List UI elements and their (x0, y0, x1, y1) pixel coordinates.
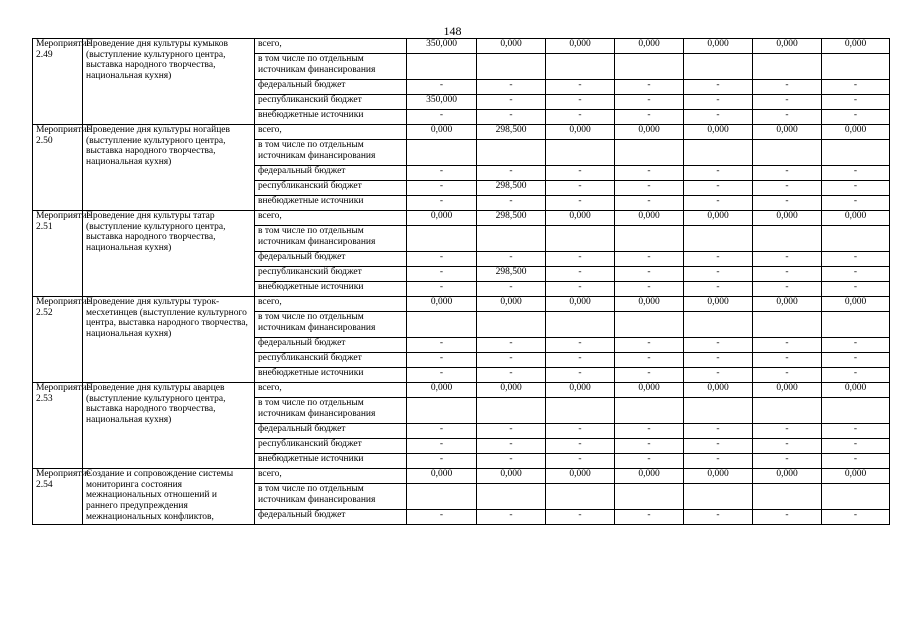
value-cell: - (753, 338, 822, 353)
value-cell: - (753, 95, 822, 110)
value-cell: 0,000 (753, 211, 822, 226)
value-cell (684, 54, 753, 80)
value-cell: - (407, 110, 477, 125)
value-cell (477, 54, 546, 80)
value-cell: - (822, 267, 890, 282)
value-cell: - (407, 424, 477, 439)
funding-source-label: в том числе по отдельным источникам финансирования (255, 398, 407, 424)
value-cell (615, 312, 684, 338)
value-cell: 0,000 (477, 383, 546, 398)
value-cell: - (407, 282, 477, 297)
value-cell: - (615, 439, 684, 454)
value-cell: - (407, 80, 477, 95)
value-cell: 298,500 (477, 267, 546, 282)
value-cell: - (407, 368, 477, 383)
value-cell: - (684, 267, 753, 282)
value-cell: 0,000 (822, 383, 890, 398)
funding-source-label: внебюджетные источники (255, 368, 407, 383)
page-number: 148 (443, 24, 462, 38)
value-cell: 0,000 (407, 211, 477, 226)
value-cell: - (546, 439, 615, 454)
value-cell: - (477, 424, 546, 439)
value-cell: 0,000 (753, 469, 822, 484)
value-cell (615, 484, 684, 510)
funding-source-label: федеральный бюджет (255, 510, 407, 525)
value-cell: - (822, 510, 890, 525)
value-cell (546, 398, 615, 424)
value-cell (546, 484, 615, 510)
value-cell: - (546, 454, 615, 469)
value-cell: 0,000 (477, 39, 546, 54)
value-cell: 0,000 (822, 39, 890, 54)
funding-source-label: федеральный бюджет (255, 338, 407, 353)
event-id: Мероприятие 2.49 (33, 39, 83, 125)
value-cell: 0,000 (615, 297, 684, 312)
event-name: Создание и сопровождение системы мониторинга состояния межнациональных отношений и раннего предупреждения межнациональных конфликтов, (83, 469, 255, 525)
value-cell: 0,000 (615, 39, 684, 54)
value-cell: - (615, 252, 684, 267)
value-cell: - (477, 353, 546, 368)
value-cell: - (477, 252, 546, 267)
value-cell: - (753, 196, 822, 211)
value-cell: - (753, 454, 822, 469)
value-cell (822, 312, 890, 338)
value-cell: - (753, 353, 822, 368)
value-cell: - (546, 95, 615, 110)
value-cell: - (822, 166, 890, 181)
funding-source-label: всего, (255, 211, 407, 226)
funding-source-label: в том числе по отдельным источникам финансирования (255, 54, 407, 80)
value-cell: - (684, 110, 753, 125)
value-cell (546, 226, 615, 252)
value-cell: - (407, 252, 477, 267)
value-cell: 0,000 (822, 469, 890, 484)
value-cell: 0,000 (615, 469, 684, 484)
table-row (33, 211, 890, 226)
value-cell: 0,000 (546, 297, 615, 312)
event-name: Проведение дня культуры ногайцев (выступление культурного центра, выставка народного творчества, национальная кухня) (83, 125, 255, 211)
value-cell (477, 398, 546, 424)
value-cell: - (684, 282, 753, 297)
funding-source-label: всего, (255, 125, 407, 140)
value-cell: - (615, 267, 684, 282)
value-cell: - (822, 282, 890, 297)
value-cell: - (407, 454, 477, 469)
value-cell: - (684, 196, 753, 211)
value-cell: - (684, 439, 753, 454)
table-row (33, 469, 890, 484)
value-cell: - (822, 196, 890, 211)
value-cell: - (407, 353, 477, 368)
value-cell: 0,000 (753, 125, 822, 140)
value-cell (546, 140, 615, 166)
funding-source-label: внебюджетные источники (255, 110, 407, 125)
value-cell: 0,000 (615, 125, 684, 140)
funding-source-label: в том числе по отдельным источникам финансирования (255, 484, 407, 510)
value-cell (684, 484, 753, 510)
value-cell (477, 226, 546, 252)
value-cell: - (753, 181, 822, 196)
funding-source-label: республиканский бюджет (255, 439, 407, 454)
value-cell: 0,000 (822, 211, 890, 226)
value-cell: 0,000 (684, 383, 753, 398)
value-cell: 350,000 (407, 95, 477, 110)
value-cell: - (822, 181, 890, 196)
value-cell: - (684, 454, 753, 469)
value-cell: - (407, 166, 477, 181)
value-cell: - (477, 95, 546, 110)
value-cell: - (546, 424, 615, 439)
value-cell (684, 226, 753, 252)
funding-source-label: внебюджетные источники (255, 282, 407, 297)
value-cell (615, 226, 684, 252)
value-cell: 0,000 (684, 39, 753, 54)
value-cell: - (684, 95, 753, 110)
value-cell: - (546, 252, 615, 267)
event-name: Проведение дня культуры татар (выступление культурного центра, выставка народного творчества, национальная кухня) (83, 211, 255, 297)
value-cell: 0,000 (684, 297, 753, 312)
funding-source-label: республиканский бюджет (255, 267, 407, 282)
value-cell: - (753, 166, 822, 181)
funding-source-label: федеральный бюджет (255, 252, 407, 267)
value-cell: - (753, 510, 822, 525)
value-cell: - (546, 196, 615, 211)
value-cell: - (684, 338, 753, 353)
value-cell: 0,000 (546, 469, 615, 484)
value-cell: 0,000 (546, 39, 615, 54)
value-cell: 0,000 (407, 469, 477, 484)
value-cell: 0,000 (407, 125, 477, 140)
funding-source-label: федеральный бюджет (255, 166, 407, 181)
value-cell: - (615, 368, 684, 383)
value-cell (753, 226, 822, 252)
value-cell: - (477, 196, 546, 211)
value-cell: 0,000 (546, 383, 615, 398)
table-row (33, 125, 890, 140)
value-cell (822, 140, 890, 166)
value-cell: - (615, 454, 684, 469)
value-cell: - (546, 353, 615, 368)
value-cell: - (822, 353, 890, 368)
value-cell: 0,000 (822, 297, 890, 312)
value-cell (407, 140, 477, 166)
value-cell (822, 398, 890, 424)
value-cell: - (753, 282, 822, 297)
value-cell: - (546, 267, 615, 282)
value-cell: 298,500 (477, 181, 546, 196)
value-cell: 0,000 (615, 211, 684, 226)
funding-source-label: республиканский бюджет (255, 353, 407, 368)
value-cell: - (684, 166, 753, 181)
value-cell: 0,000 (477, 469, 546, 484)
value-cell: 298,500 (477, 211, 546, 226)
value-cell: - (546, 110, 615, 125)
value-cell: - (615, 353, 684, 368)
value-cell: 298,500 (477, 125, 546, 140)
value-cell: 0,000 (753, 383, 822, 398)
value-cell: - (615, 424, 684, 439)
value-cell: - (684, 181, 753, 196)
value-cell (615, 140, 684, 166)
value-cell: - (615, 181, 684, 196)
value-cell: - (477, 110, 546, 125)
value-cell: - (477, 282, 546, 297)
value-cell: - (546, 166, 615, 181)
value-cell: - (753, 368, 822, 383)
value-cell: 0,000 (753, 39, 822, 54)
value-cell: 0,000 (407, 383, 477, 398)
value-cell: 350,000 (407, 39, 477, 54)
value-cell (546, 54, 615, 80)
value-cell: - (615, 510, 684, 525)
value-cell: - (407, 439, 477, 454)
value-cell: 0,000 (477, 297, 546, 312)
value-cell: - (684, 510, 753, 525)
value-cell (407, 312, 477, 338)
value-cell: - (477, 166, 546, 181)
value-cell (822, 484, 890, 510)
value-cell: - (615, 80, 684, 95)
funding-source-label: всего, (255, 297, 407, 312)
value-cell: 0,000 (684, 125, 753, 140)
value-cell: - (615, 95, 684, 110)
value-cell (407, 226, 477, 252)
value-cell (753, 54, 822, 80)
funding-source-label: всего, (255, 39, 407, 54)
table-row (33, 297, 890, 312)
event-id: Мероприятие 2.51 (33, 211, 83, 297)
value-cell: - (753, 267, 822, 282)
value-cell: 0,000 (753, 297, 822, 312)
funding-source-label: федеральный бюджет (255, 424, 407, 439)
value-cell: - (477, 454, 546, 469)
value-cell: - (822, 454, 890, 469)
value-cell: 0,000 (615, 383, 684, 398)
value-cell: - (822, 368, 890, 383)
value-cell (684, 312, 753, 338)
value-cell: - (684, 368, 753, 383)
value-cell (546, 312, 615, 338)
value-cell: - (615, 196, 684, 211)
value-cell (753, 312, 822, 338)
value-cell: - (684, 252, 753, 267)
value-cell (407, 484, 477, 510)
value-cell (684, 140, 753, 166)
table-row (33, 383, 890, 398)
funding-source-label: в том числе по отдельным источникам финансирования (255, 140, 407, 166)
value-cell (684, 398, 753, 424)
event-id: Мероприятие 2.52 (33, 297, 83, 383)
value-cell: - (822, 338, 890, 353)
value-cell: - (753, 252, 822, 267)
value-cell: 0,000 (546, 211, 615, 226)
event-id: Мероприятие 2.53 (33, 383, 83, 469)
value-cell: - (753, 424, 822, 439)
table-row (33, 39, 890, 54)
value-cell: - (546, 510, 615, 525)
value-cell: - (753, 110, 822, 125)
value-cell: - (615, 282, 684, 297)
event-name: Проведение дня культуры кумыков (выступление культурного центра, выставка народного творчества, национальная кухня) (83, 39, 255, 125)
event-name: Проведение дня культуры турок-месхетинцев (выступление культурного центра, выставка народного творчества, национальная кухня) (83, 297, 255, 383)
value-cell: - (477, 510, 546, 525)
value-cell: - (615, 338, 684, 353)
value-cell: 0,000 (407, 297, 477, 312)
value-cell: - (684, 80, 753, 95)
value-cell: - (753, 439, 822, 454)
funding-source-label: всего, (255, 383, 407, 398)
value-cell (477, 312, 546, 338)
funding-source-label: республиканский бюджет (255, 181, 407, 196)
value-cell: 0,000 (684, 211, 753, 226)
funding-source-label: в том числе по отдельным источникам финансирования (255, 312, 407, 338)
funding-source-label: всего, (255, 469, 407, 484)
value-cell: 0,000 (546, 125, 615, 140)
funding-source-label: в том числе по отдельным источникам финансирования (255, 226, 407, 252)
value-cell: - (477, 338, 546, 353)
value-cell (477, 484, 546, 510)
value-cell: - (407, 267, 477, 282)
funding-source-label: федеральный бюджет (255, 80, 407, 95)
value-cell: - (407, 510, 477, 525)
event-id: Мероприятие 2.54 (33, 469, 83, 525)
value-cell: - (822, 252, 890, 267)
value-cell: - (753, 80, 822, 95)
value-cell (753, 484, 822, 510)
value-cell: - (615, 110, 684, 125)
value-cell (822, 54, 890, 80)
value-cell: - (822, 439, 890, 454)
value-cell: - (477, 80, 546, 95)
value-cell: - (822, 80, 890, 95)
value-cell: - (546, 282, 615, 297)
value-cell: - (615, 166, 684, 181)
value-cell: - (546, 368, 615, 383)
value-cell (407, 54, 477, 80)
event-id: Мероприятие 2.50 (33, 125, 83, 211)
value-cell: - (684, 353, 753, 368)
value-cell: - (822, 95, 890, 110)
value-cell (407, 398, 477, 424)
value-cell: 0,000 (822, 125, 890, 140)
value-cell: - (546, 80, 615, 95)
value-cell: - (822, 110, 890, 125)
value-cell: 0,000 (684, 469, 753, 484)
value-cell: - (477, 368, 546, 383)
funding-source-label: республиканский бюджет (255, 95, 407, 110)
value-cell (753, 398, 822, 424)
funding-source-label: внебюджетные источники (255, 454, 407, 469)
value-cell: - (407, 181, 477, 196)
value-cell: - (407, 196, 477, 211)
event-name: Проведение дня культуры аварцев (выступление культурного центра, выставка народного творчества, национальная кухня) (83, 383, 255, 469)
value-cell: - (546, 181, 615, 196)
value-cell: - (546, 338, 615, 353)
value-cell (753, 140, 822, 166)
value-cell (615, 54, 684, 80)
funding-source-label: внебюджетные источники (255, 196, 407, 211)
value-cell (822, 226, 890, 252)
value-cell (477, 140, 546, 166)
budget-table (32, 38, 890, 525)
value-cell: - (822, 424, 890, 439)
value-cell: - (684, 424, 753, 439)
value-cell: - (477, 439, 546, 454)
value-cell: - (407, 338, 477, 353)
value-cell (615, 398, 684, 424)
